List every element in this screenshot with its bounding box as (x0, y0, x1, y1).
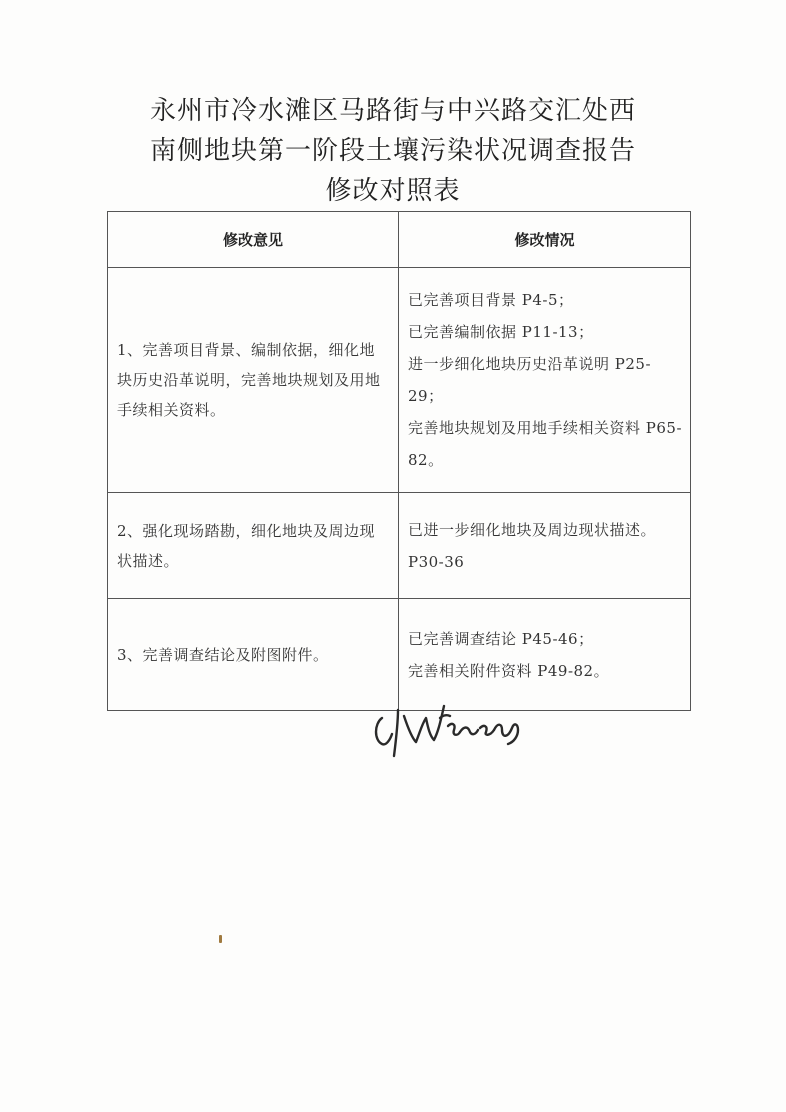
opinion-cell: 3、完善调查结论及附图附件。 (108, 599, 399, 711)
status-line: 进一步细化地块历史沿革说明 P25-29； (408, 355, 652, 405)
header-opinion: 修改意见 (108, 212, 399, 268)
status-line: 已完善项目背景 P4-5； (408, 291, 574, 309)
revision-table (107, 211, 691, 711)
table-header-row (108, 212, 691, 268)
status-line: 完善地块规划及用地手续相关资料 P65-82。 (408, 419, 683, 469)
handwritten-signature (368, 688, 528, 768)
status-line: 已完善调查结论 P45-46； (408, 629, 594, 648)
opinion-cell: 2、强化现场踏勘，细化地块及周边现状描述。 (108, 493, 399, 599)
title-line-1: 永州市冷水滩区马路街与中兴路交汇处西 (149, 96, 636, 126)
status-cell (399, 268, 691, 493)
status-line: 完善相关附件资料 P49-82。 (408, 661, 610, 680)
title-line-2: 南侧地块第一阶段土壤污染状况调查报告 (149, 136, 636, 166)
paper-speck (219, 935, 222, 943)
status-cell (399, 493, 691, 599)
status-line: 已进一步细化地块及周边现状描述。P30-36 (408, 520, 657, 571)
table-row (108, 268, 691, 493)
header-status: 修改情况 (399, 212, 691, 268)
status-line: 已完善编制依据 P11-13； (408, 323, 594, 341)
title-line-3: 修改对照表 (325, 176, 461, 206)
table-row (108, 493, 691, 599)
opinion-cell: 1、完善项目背景、编制依据，细化地块历史沿革说明，完善地块规划及用地手续相关资料。 (108, 268, 399, 493)
